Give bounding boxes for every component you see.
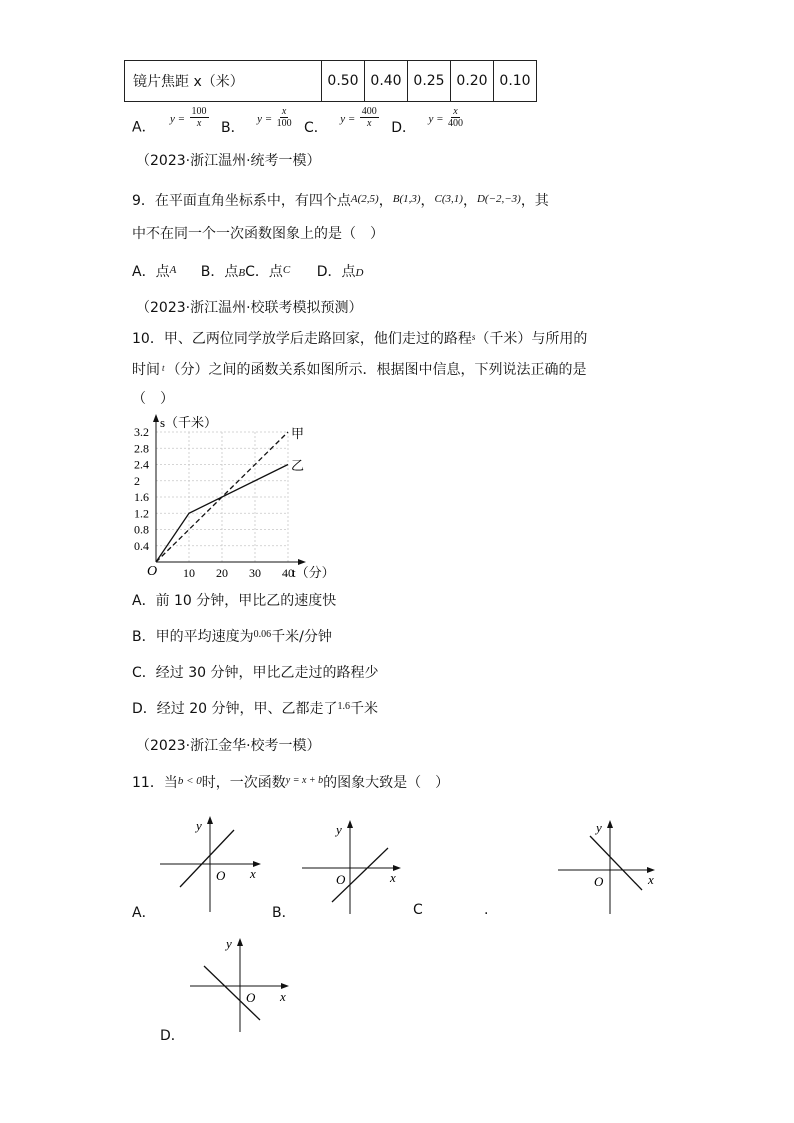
q10-option-d (132, 698, 378, 718)
table-cell: 0.40 (365, 61, 408, 102)
q10-source: （2023·浙江温州·校联考模拟预测） (136, 300, 363, 316)
q10-option-c: C．经过 30 分钟，甲比乙走过的路程少 (132, 665, 379, 681)
q9-stem-line2: 中不在同一个一次函数图象上的是（ ） (132, 226, 384, 242)
table-cell: 0.50 (322, 61, 365, 102)
lens-focal-table (124, 60, 537, 102)
x-label: x (250, 866, 256, 881)
origin-label: O (147, 564, 158, 579)
x-tick-label: 30 (249, 566, 261, 580)
q10-stem-text: （千米）与所用的 (475, 331, 588, 347)
q11-source: （2023·浙江金华·校考一模） (136, 738, 321, 754)
q11-condition: b < 0 (177, 775, 202, 787)
y-axis-arrow-icon (207, 816, 213, 824)
fraction-denominator: x (196, 118, 202, 129)
q10-option-d-text: 千米 (350, 701, 378, 717)
q10-option-b-value: 0.06 (253, 629, 272, 640)
q11-graph-c (556, 814, 662, 918)
distance-time-chart (120, 410, 350, 586)
origin-label: O (246, 990, 256, 1005)
q11-graph-d (188, 932, 296, 1036)
y-tick-label: 0.4 (134, 538, 149, 553)
point-a: A(2,5) (350, 193, 379, 205)
fraction-denominator: 100 (276, 118, 292, 129)
q10-option-b (132, 626, 332, 646)
q11-stem-text: 时，一次函数 (201, 775, 286, 791)
q8-option-b-label: B． (221, 119, 245, 136)
q8-option-d-fraction (448, 106, 463, 129)
q8-option-b-fraction (277, 106, 292, 129)
table-cell: 0.20 (451, 61, 494, 102)
q8-option-c-label: C． (304, 119, 328, 136)
q11-stem-text: 11．当 (132, 775, 178, 791)
point-b: B(1,3) (392, 193, 421, 205)
table-cell: 0.25 (408, 61, 451, 102)
q9-source: （2023·浙江温州·统考一模） (136, 153, 321, 169)
var-t: t (162, 363, 165, 373)
q10-option-d-text: D．经过 20 分钟，甲、乙都走了 (132, 701, 338, 717)
q9-option-d-var: D (355, 267, 364, 279)
y-tick-labels (134, 425, 149, 553)
q11-option-c-label: C (413, 902, 423, 918)
y-axis-arrow-icon (153, 414, 159, 422)
q10-stem-line3: （ ） (132, 391, 174, 407)
q10-option-b-text: 千米/分钟 (271, 629, 332, 645)
q8-option-d-label: D． (391, 119, 417, 136)
q10-option-b-text: B．甲的平均速度为 (132, 629, 254, 645)
q9-stem-line1: 9．在平面直角坐标系中，有四个点$^{A(2,5)}$，$^{B(1,3)}$，$^{C(3,1)}$，$^{D(-2,-3)}$，其 (132, 193, 549, 209)
q11-stem (132, 772, 449, 792)
origin-label: O (216, 868, 226, 883)
fraction-denominator: 400 (447, 118, 463, 129)
q11-graph-a (158, 812, 266, 916)
table-header-cell: 镜片焦距 x（米） (125, 61, 322, 102)
fraction-numerator: 100 (191, 106, 207, 117)
y-tick-label: 2 (134, 473, 140, 488)
q9-option-d: D．点 (316, 264, 356, 280)
q10-stem-line1 (132, 328, 587, 348)
var-s: s (471, 332, 476, 342)
q10-option-d-value: 1.6 (337, 701, 350, 712)
y-label: y (336, 822, 342, 837)
q9-stem-text: 9．在平面直角坐标系中，有四个点 (132, 193, 351, 209)
q9-option-b-var: B (238, 267, 246, 279)
y-label: y (226, 936, 232, 951)
y-label: y (196, 818, 202, 833)
q11-graph-b (300, 814, 406, 918)
origin-label: O (594, 874, 604, 889)
y-label: y (596, 820, 602, 835)
fraction-numerator: 400 (361, 106, 377, 117)
fraction-numerator: x (281, 106, 287, 117)
table-cell: 0.10 (494, 61, 537, 102)
function-line (180, 830, 234, 887)
y-tick-label: 3.2 (134, 425, 149, 439)
fraction-numerator: x (453, 106, 458, 117)
q11-option-d-label: D． (160, 1028, 185, 1044)
q11-function: y = x + b (285, 775, 324, 786)
q10-stem-text: （分）之间的函数关系如图所示．根据图中信息，下列说法正确的是 (166, 362, 587, 378)
x-tick-labels (183, 566, 294, 580)
x-label: x (648, 872, 654, 887)
x-tick-label: 20 (216, 566, 228, 580)
q8-option-c-fraction (360, 106, 379, 129)
y-axis-label: s（千米） (160, 415, 218, 430)
q10-stem-text: 时间 (132, 362, 160, 378)
x-tick-label: 40 (282, 566, 294, 580)
q9-option-b: B．点 (200, 264, 239, 280)
y-tick-label: 0.8 (134, 522, 149, 537)
q8-options (132, 106, 463, 137)
y-tick-label: 2.8 (134, 441, 149, 456)
series-label-jia: 甲 (291, 426, 305, 441)
series-label-yi: 乙 (291, 458, 305, 473)
x-axis-label: t（分） (292, 565, 335, 580)
y-axis-arrow-icon (237, 938, 243, 946)
q8-option-b-lhs: y = (257, 112, 273, 125)
x-label: x (390, 870, 396, 885)
q10-option-a: A．前 10 分钟，甲比乙的速度快 (132, 593, 337, 609)
q9-stem-tail: ，其 (520, 193, 549, 209)
fraction-denominator: x (367, 118, 372, 129)
q9-option-a: A．点 (132, 264, 170, 280)
y-axis-arrow-icon (607, 820, 613, 828)
q9-option-c-var: C (282, 264, 291, 276)
q8-option-d-lhs: y = (428, 112, 444, 125)
y-tick-label: 1.2 (134, 506, 149, 521)
q9-option-a-var: A (169, 264, 177, 276)
q8-option-a-lhs: y = (170, 112, 186, 125)
q9-options (132, 261, 363, 281)
x-label: x (280, 989, 286, 1004)
q8-option-c-lhs: y = (340, 112, 356, 125)
q11-option-c-dot: . (484, 902, 489, 918)
origin-label: O (336, 872, 346, 887)
y-axis-arrow-icon (347, 820, 353, 828)
q10-stem-line2 (132, 359, 587, 379)
point-c: C(3,1) (434, 193, 463, 205)
x-tick-label: 10 (183, 566, 195, 580)
y-tick-label: 1.6 (134, 490, 149, 504)
q9-option-c: C．点 (245, 264, 283, 280)
q10-stem-text: 10．甲、乙两位同学放学后走路回家，他们走过的路程 (132, 331, 472, 347)
q11-option-a-label: A． (132, 905, 156, 921)
q8-option-a-label: A． (132, 119, 156, 136)
q11-option-b-label: B． (272, 905, 296, 921)
q8-option-a-fraction (190, 106, 209, 129)
q11-stem-text: 的图象大致是（ ） (323, 775, 450, 791)
table-row (125, 61, 537, 102)
point-d: D(−2,−3) (476, 193, 521, 205)
y-tick-label: 2.4 (134, 457, 149, 472)
